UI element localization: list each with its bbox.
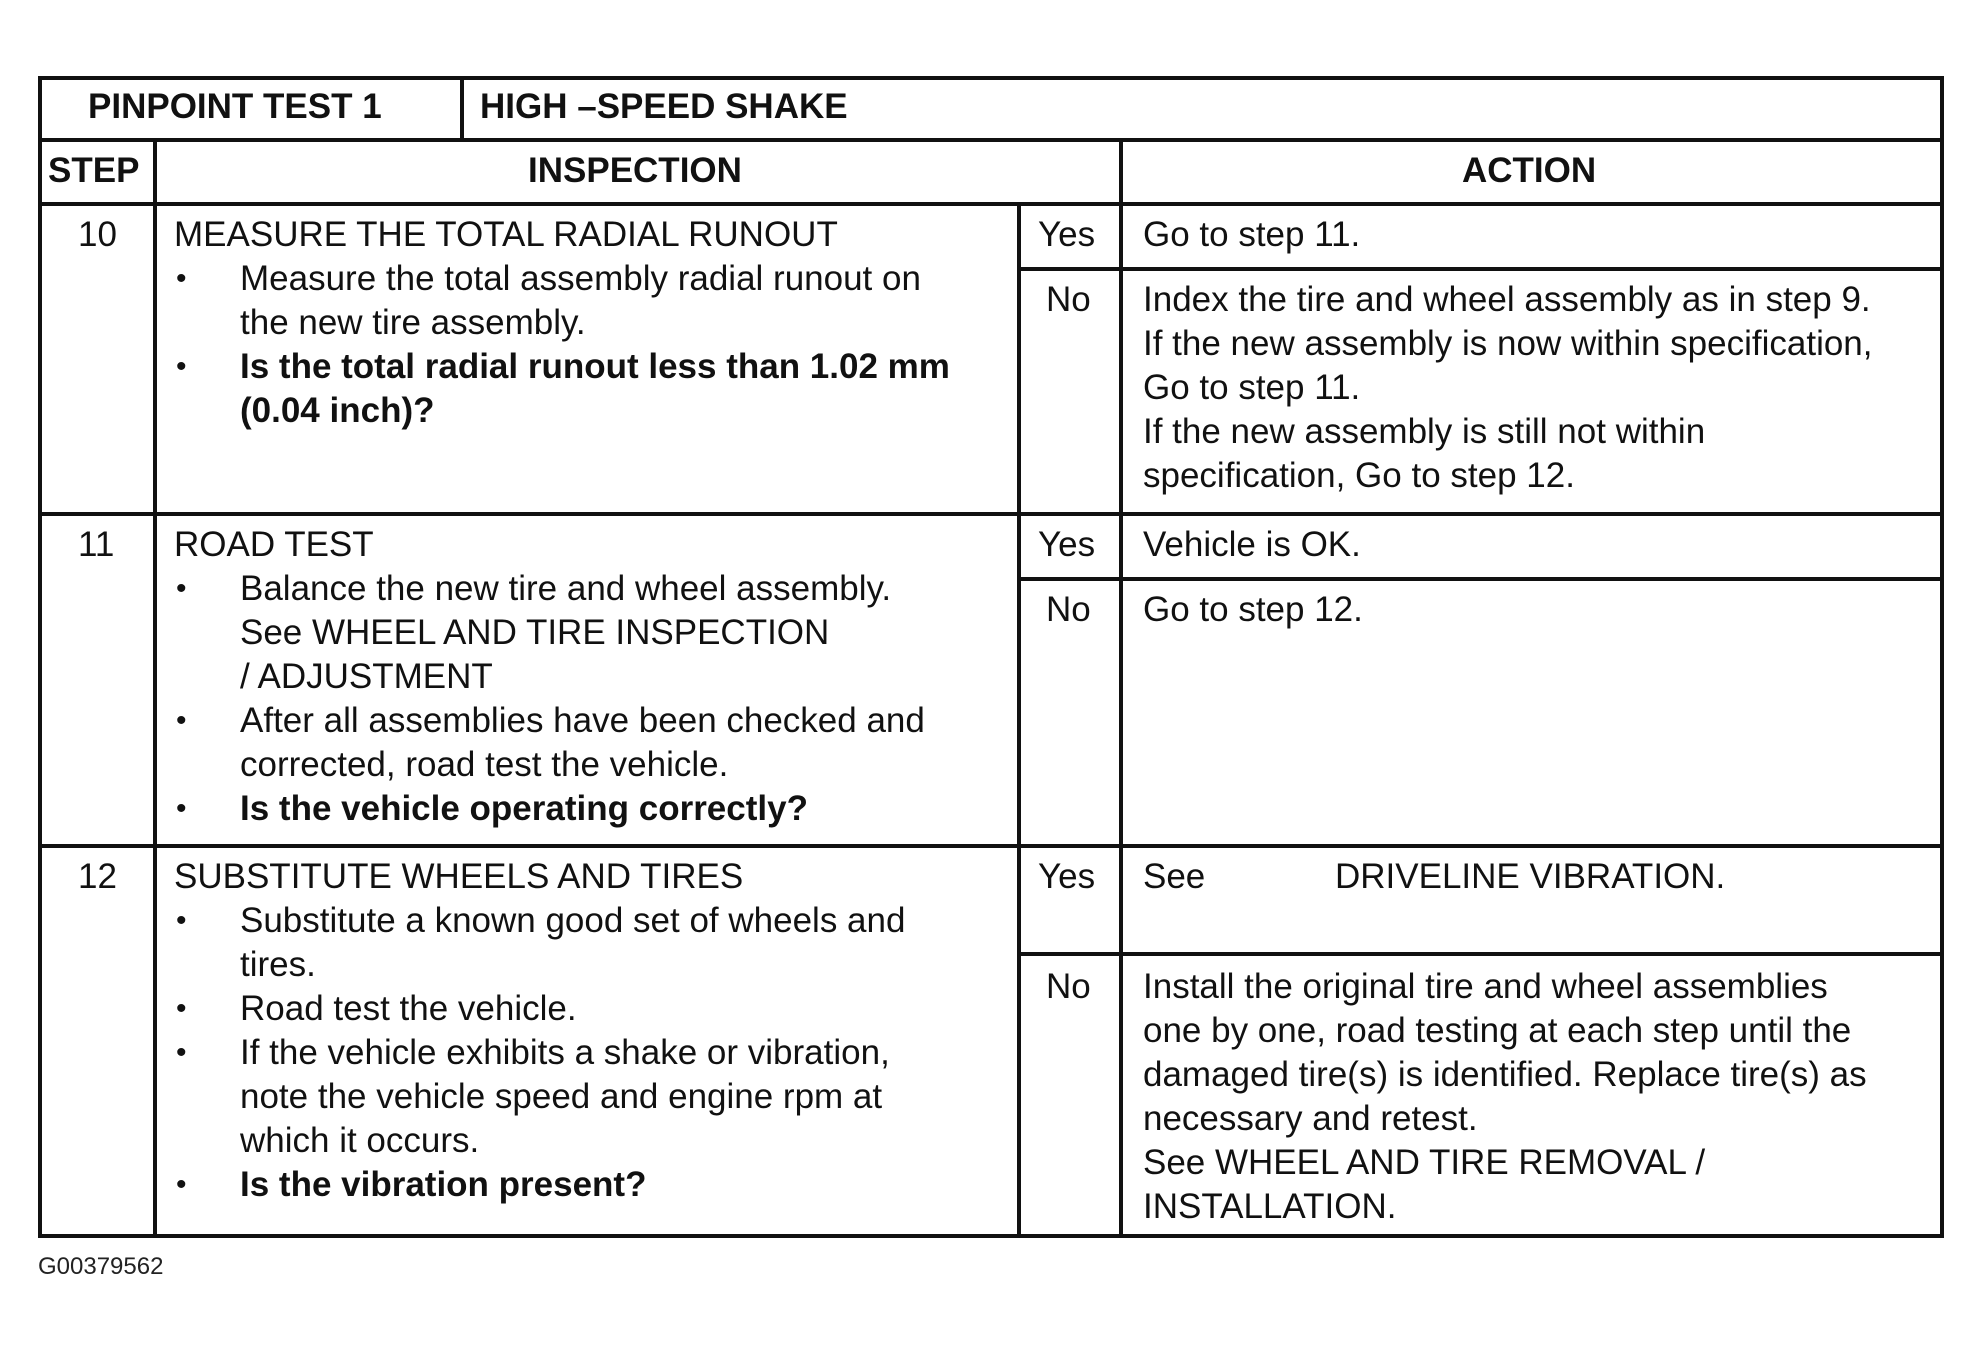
bullet-question-line: (0.04 inch)? — [240, 391, 435, 430]
pinpoint-test-label: PINPOINT TEST 1 — [88, 87, 382, 126]
title-row-separator — [460, 76, 464, 140]
figure-id: G00379562 — [38, 1253, 164, 1280]
yes-no-column-rule — [1017, 202, 1021, 1238]
bullet-question-line: Is the vibration present? — [240, 1165, 647, 1204]
bullet-glyph: • — [176, 350, 187, 383]
bullet-text-line: See WHEEL AND TIRE INSPECTION — [240, 613, 830, 652]
no-action-line: Install the original tire and wheel assemblies — [1143, 967, 1828, 1006]
bullet-text-line: tires. — [240, 945, 316, 984]
no-action-line: necessary and retest. — [1143, 1099, 1478, 1138]
pinpoint-test-table — [38, 76, 1944, 1238]
yes-action-see: See — [1143, 857, 1206, 896]
no-action-line: Go to step 11. — [1143, 368, 1361, 407]
no-action-line: one by one, road testing at each step until the — [1143, 1011, 1852, 1050]
step10-bottom-rule — [38, 512, 1944, 516]
bullet-text-line: Substitute a known good set of wheels and — [240, 901, 906, 940]
bullet-glyph: • — [176, 1036, 187, 1069]
table-border-top — [38, 76, 1944, 80]
no-action-line: Go to step 12. — [1143, 590, 1363, 629]
yes-label: Yes — [1038, 215, 1096, 254]
bullet-text-line: After all assemblies have been checked and — [240, 701, 925, 740]
no-action-line: specification, Go to step 12. — [1143, 456, 1575, 495]
step-number: 12 — [78, 857, 117, 896]
bullet-glyph: • — [176, 572, 187, 605]
bullet-glyph: • — [176, 704, 187, 737]
no-action-line: damaged tire(s) is identified. Replace tire(s) as — [1143, 1055, 1867, 1094]
step11-bottom-rule — [38, 844, 1944, 848]
yes-label: Yes — [1038, 857, 1096, 896]
yes-action-line: Go to step 11. — [1143, 215, 1361, 254]
column-header-action: ACTION — [1462, 151, 1597, 190]
bullet-text-line: Road test the vehicle. — [240, 989, 577, 1028]
step-heading: MEASURE THE TOTAL RADIAL RUNOUT — [174, 215, 838, 254]
no-action-line: See WHEEL AND TIRE REMOVAL / — [1143, 1143, 1706, 1182]
step-column-rule — [153, 138, 157, 1238]
step10-yes-no-divider — [1018, 267, 1944, 271]
table-border-left — [38, 76, 42, 1238]
column-header-step: STEP — [48, 151, 140, 190]
bullet-glyph: • — [176, 1168, 187, 1201]
bullet-text-line: the new tire assembly. — [240, 303, 586, 342]
pinpoint-test-name: HIGH –SPEED SHAKE — [480, 87, 848, 126]
step-heading: SUBSTITUTE WHEELS AND TIRES — [174, 857, 744, 896]
step-heading: ROAD TEST — [174, 525, 374, 564]
bullet-text-line: Measure the total assembly radial runout on — [240, 259, 921, 298]
no-action-line: If the new assembly is now within specification, — [1143, 324, 1873, 363]
title-row-divider — [38, 138, 1944, 142]
yes-label: Yes — [1038, 525, 1096, 564]
no-action-line: INSTALLATION. — [1143, 1187, 1397, 1226]
bullet-text-line: Balance the new tire and wheel assembly. — [240, 569, 892, 608]
no-label: No — [1046, 280, 1091, 319]
no-label: No — [1046, 967, 1091, 1006]
step11-yes-no-divider — [1018, 577, 1944, 581]
column-header-inspection: INSPECTION — [528, 151, 742, 190]
yes-action-line: Vehicle is OK. — [1143, 525, 1361, 564]
bullet-glyph: • — [176, 992, 187, 1025]
step12-yes-no-divider — [1018, 952, 1944, 956]
action-column-rule — [1119, 138, 1123, 1238]
bullet-question-line: Is the vehicle operating correctly? — [240, 789, 808, 828]
no-label: No — [1046, 590, 1091, 629]
no-action-line: If the new assembly is still not within — [1143, 412, 1706, 451]
bullet-question-line: Is the total radial runout less than 1.02 mm — [240, 347, 950, 386]
bullet-glyph: • — [176, 904, 187, 937]
bullet-text-line: / ADJUSTMENT — [240, 657, 493, 696]
bullet-text-line: If the vehicle exhibits a shake or vibration, — [240, 1033, 890, 1072]
bullet-glyph: • — [176, 262, 187, 295]
bullet-text-line: corrected, road test the vehicle. — [240, 745, 729, 784]
bullet-glyph: • — [176, 792, 187, 825]
header-row-divider — [38, 202, 1944, 206]
step-number: 11 — [78, 525, 115, 564]
no-action-line: Index the tire and wheel assembly as in step 9. — [1143, 280, 1871, 319]
table-border-right — [1940, 76, 1944, 1238]
yes-action-reference: DRIVELINE VIBRATION. — [1335, 857, 1726, 896]
table-border-bottom — [38, 1234, 1944, 1238]
step-number: 10 — [78, 215, 117, 254]
bullet-text-line: note the vehicle speed and engine rpm at — [240, 1077, 883, 1116]
bullet-text-line: which it occurs. — [240, 1121, 480, 1160]
